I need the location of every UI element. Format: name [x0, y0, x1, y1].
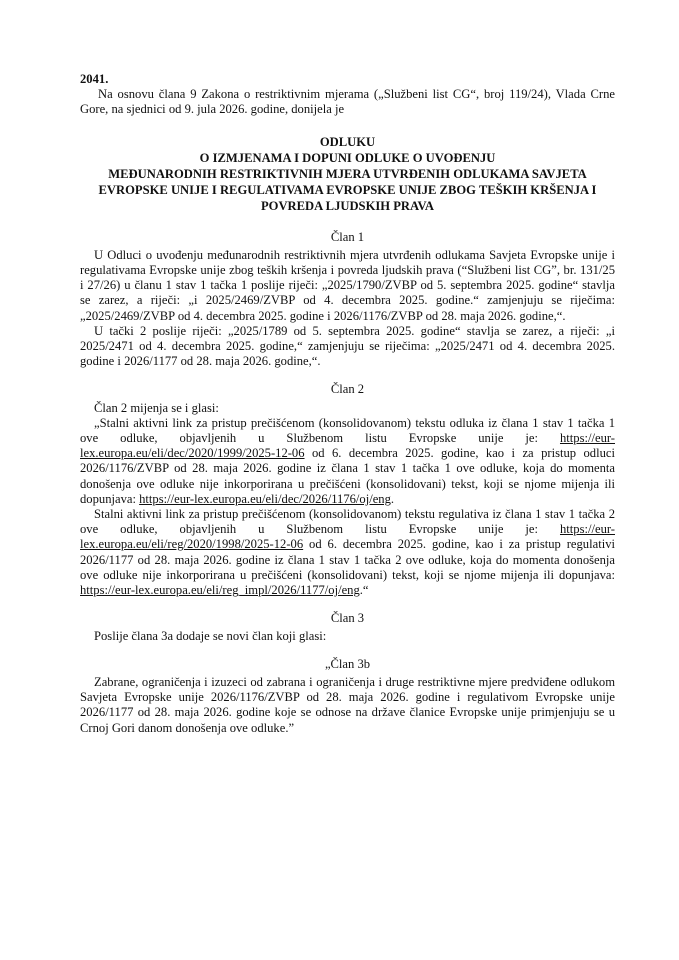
article-3-intro: Poslije člana 3a dodaje se novi član koji glasi: [94, 629, 327, 644]
article-3b-paragraph: Zabrane, ograničenja i izuzeci od zabrana i ograničenja i druge restriktivne mjere predviđene odlukom Savjeta Evropske unije 2026/1176/ZVBP od 28. maja 2026. godine i regulativom Evropske unije 2026/1177 od 28. maja 2026. godine koje se odnose na države članice Evropske unije primjenjuju se u Crnoj Gori danom donošenja ove odluke.” [80, 674, 615, 735]
paragraph-text: Stalni aktivni link za pristup prečišćenom (konsolidovanom) tekstu regulativa iz člana 1 stav 1 tačka 2 ove odluke, objavljenih u Službenom listu Evropske unije je: [80, 507, 615, 537]
eur-lex-dec-link[interactable]: https://eur-lex.europa.eu/eli/dec/2020/1999/2025-12-06 [80, 431, 615, 461]
paragraph-text: od 6. decembra 2025. godine, kao i za pristup odluci 2026/1176/ZVBP od 28. maja 2026. godine iz člana 1 stav 1 tačka 1 ove odluke, koja do momenta donošenja ove odluke nije inkorporirana u prečišćeni (konsolidovani) tekst, koji se njome mijenja ili dopunjava: [80, 446, 615, 506]
title-line: EVROPSKE UNIJE I REGULATIVAMA EVROPSKE UNIJE ZBOG TEŠKIH KRŠENJA I [98, 182, 597, 197]
article-2-paragraph-1 [80, 416, 615, 507]
article-1-heading: Član 1 [330, 229, 365, 244]
intro-paragraph: Na osnovu člana 9 Zakona o restriktivnim mjerama („Službeni list CG“, broj 119/24), Vlada Crne Gore, na sjednici od 9. jula 2026. godine, donijela je [80, 87, 615, 117]
article-2-paragraph-2 [80, 507, 615, 598]
article-2-intro: Član 2 mijenja se i glasi: [94, 400, 219, 415]
article-1-paragraph-1: U Odluci o uvođenju međunarodnih restriktivnih mjera utvrđenih odlukama Savjeta Evropske unije i regulativama Evropske unije zbog teških kršenja i povreda ljudskih prava (“Službeni list CG”, br. 131/25 i 27/26) u članu 1 stav 1 tačka 1 poslije riječi: „2025/1790/ZVBP od 5. septembra 2025. godine“ stavlja se zarez, a riječi: „i 2025/2469/ZVBP od 4. decembra 2025. godine.“ zamjenjuju se riječima: „2025/2469/ZVBP od 4. decembra 2025. godine i 2026/1176/ZVBP od 28. maja 2026. godine,“. [80, 247, 615, 323]
document-number: 2041. [80, 72, 109, 86]
title-line: POVREDA LJUDSKIH PRAVA [260, 198, 435, 213]
article-3-heading: Član 3 [330, 611, 365, 626]
eur-lex-dec-1176-link[interactable]: https://eur-lex.europa.eu/eli/dec/2026/1176/oj/eng [139, 491, 391, 506]
paragraph-text: od 6. decembra 2025. godine, kao i za pristup regulativi 2026/1177 od 28. maja 2026. godine iz člana 1 stav 1 tačka 2 ove odluke, koja do momenta donošenja ove odluke nije inkorporirana u prečišćeni (konsolidovani) tekst, koji se njome mijenja ili dopunjava: [80, 537, 615, 582]
article-3b-heading: „Član 3b [324, 656, 371, 671]
eur-lex-reg-link[interactable]: https://eur-lex.europa.eu/eli/reg/2020/1998/2025-12-06 [80, 522, 615, 552]
title-line: MEĐUNARODNIH RESTRIKTIVNIH MJERA UTVRĐENIH ODLUKAMA SAVJETA [108, 166, 587, 181]
article-2-heading: Član 2 [330, 382, 365, 397]
eur-lex-reg-1177-link[interactable]: https://eur-lex.europa.eu/eli/reg_impl/2026/1177/oj/eng [80, 583, 360, 598]
title-line: ODLUKU [319, 134, 376, 149]
title-line: O IZMJENAMA I DOPUNI ODLUKE O UVOĐENJU [199, 150, 496, 165]
paragraph-text: „Stalni aktivni link za pristup prečišćenom (konsolidovanom) tekstu odluka iz člana 1 stav 1 tačka 1 ove odluke, objavljenih u Službenom listu Evropske unije je: [80, 415, 615, 446]
decision-title [80, 134, 615, 214]
paragraph-text: .“ [359, 583, 369, 598]
paragraph-text: . [390, 491, 395, 506]
article-1-paragraph-2: U tački 2 poslije riječi: „2025/1789 od 5. septembra 2025. godine“ stavlja se zarez, a riječi: „i 2025/2471 od 4. decembra 2025. godine,“ zamjenjuju se riječima: „2025/2471 od 4. decembra 2025. godine i 2026/1177 od 28. maja 2026. godine,“. [80, 323, 615, 369]
